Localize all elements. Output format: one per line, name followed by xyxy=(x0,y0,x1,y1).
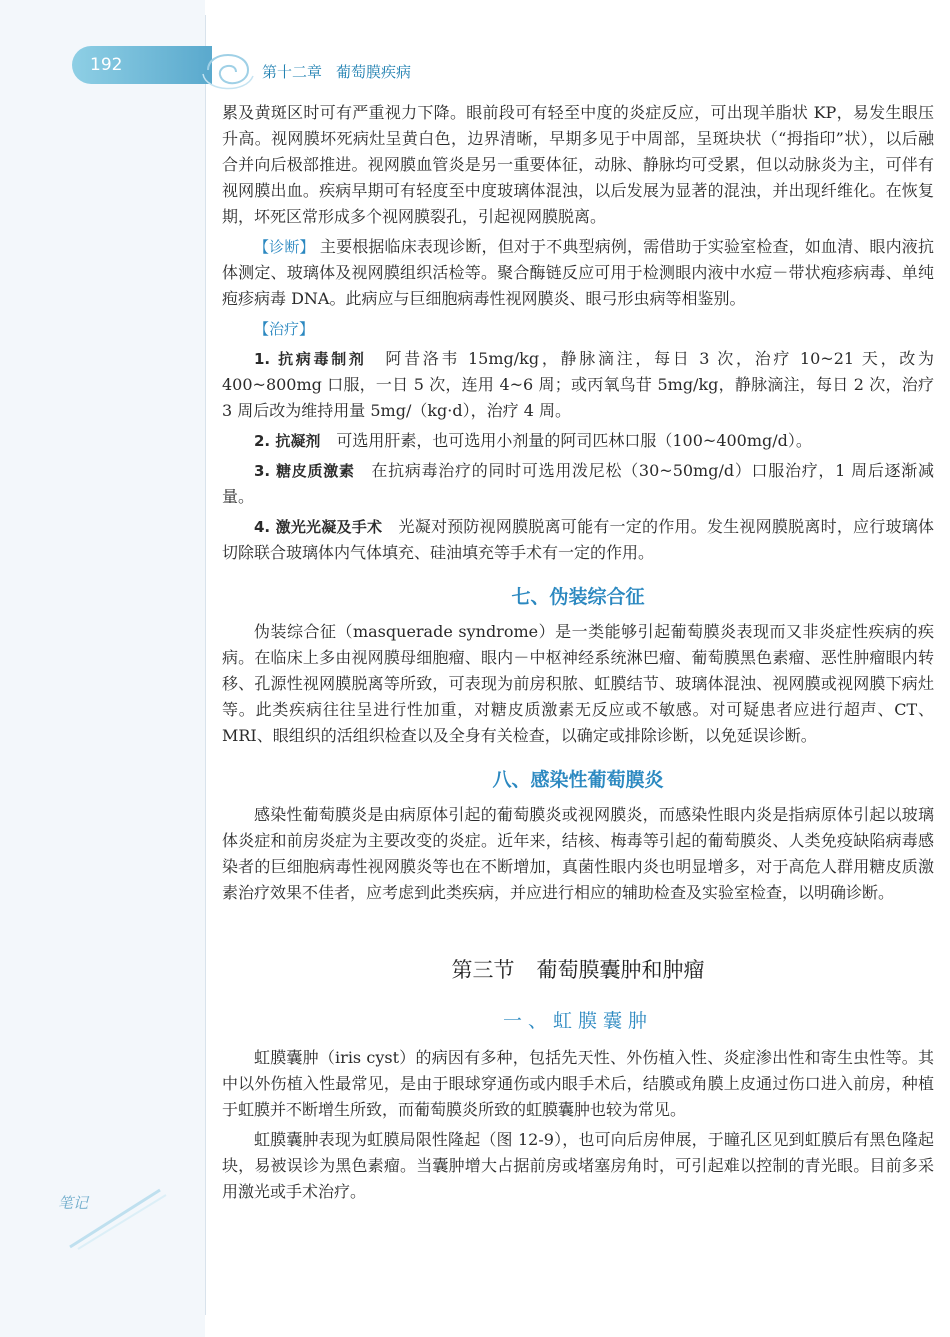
section-number: 第三节 xyxy=(451,958,515,982)
treatment-item-title: 2. 抗凝剂 xyxy=(254,432,321,450)
section-title xyxy=(222,954,934,984)
diagnosis-text: 主要根据临床表现诊断，但对于不典型病例，需借助于实验室检查，如血清、眼内液抗体测定、玻璃体及视网膜组织活检等。聚合酶链反应可用于检测眼内液中水痘－带状疱疹病毒、单纯疱疹病毒 DNA。此病应与巨细胞病毒性视网膜炎、眼弓形虫病等相鉴别。 xyxy=(222,237,934,308)
section-name: 葡萄膜囊肿和肿瘤 xyxy=(536,958,705,982)
treatment-item-title: 4. 激光光凝及手术 xyxy=(254,518,383,536)
notes-label: 笔记 xyxy=(58,1194,89,1212)
treatment-item xyxy=(222,514,934,566)
treatment-item-title: 1. 抗病毒制剂 xyxy=(254,350,367,368)
page-content xyxy=(222,100,934,1205)
treatment-label: 【治疗】 xyxy=(254,320,315,338)
masquerade-heading: 七、伪装综合征 xyxy=(511,586,645,608)
diagnosis-paragraph xyxy=(222,234,934,312)
masquerade-paragraph: 伪装综合征（masquerade syndrome）是一类能够引起葡萄膜炎表现而又非炎症性疾病的疾病。在临床上多由视网膜母细胞瘤、眼内－中枢神经系统淋巴瘤、葡萄膜黑色素瘤、恶性肿瘤眼内转移、孔源性视网膜脱离等所致，可表现为前房积脓、虹膜结节、玻璃体混浊、视网膜或视网膜下病灶等。此类疾病往往呈进行性加重，对糖皮质激素无反应或不敏感。对可疑患者应进行超声、CT、MRI、眼组织的活组织检查以及全身有关检查，以确定或排除诊断，以免延误诊断。 xyxy=(222,622,934,745)
chapter-title: 葡萄膜疾病 xyxy=(336,63,412,81)
treatment-item-text: 可选用肝素，也可选用小剂量的阿司匹林口服（100~400mg/d）。 xyxy=(336,431,812,450)
infectious-paragraph: 感染性葡萄膜炎是由病原体引起的葡萄膜炎或视网膜炎，而感染性眼内炎是指病原体引起以玻璃体炎症和前房炎症为主要改变的炎症。近年来，结核、梅毒等引起的葡萄膜炎、人类免疫缺陷病毒感染者的巨细胞病毒性视网膜炎等也在不断增加，真菌性眼内炎也明显增多，对于高危人群用糖皮质激素治疗效果不佳者，应考虑到此类疾病，并应进行相应的辅助检查及实验室检查，以明确诊断。 xyxy=(222,805,934,902)
treatment-item-text: 阿昔洛韦 15mg/kg，静脉滴注，每日 3 次，治疗 10~21 天，改为 400~800mg 口服，一日 5 次，连用 4~6 周；或丙氧鸟苷 5mg/kg，静脉滴注，每日 2 次，治疗 3 周后改为维持用量 5mg/（kg·d），治疗 4 周。 xyxy=(222,349,934,420)
left-margin xyxy=(0,0,205,1337)
margin-rule xyxy=(205,15,206,1315)
swirl-decoration-icon xyxy=(198,40,258,100)
iris-cyst-paragraph-2: 虹膜囊肿表现为虹膜局限性隆起（图 12-9），也可向后房伸展，于瞳孔区见到虹膜后有黑色隆起块，易被误诊为黑色素瘤。当囊肿增大占据前房或堵塞房角时，可引起难以控制的青光眼。目前多采用激光或手术治疗。 xyxy=(222,1130,934,1201)
chapter-number: 第十二章 xyxy=(262,63,323,81)
iris-cyst-paragraph-1: 虹膜囊肿（iris cyst）的病因有多种，包括先天性、外伤植入性、炎症渗出性和寄生虫性等。其中以外伤植入性最常见，是由于眼球穿通伤或内眼手术后，结膜或角膜上皮通过伤口进入前房，种植于虹膜并不断增生所致，而葡萄膜炎所致的虹膜囊肿也较为常见。 xyxy=(222,1048,934,1119)
intro-paragraph: 累及黄斑区时可有严重视力下降。眼前段可有轻至中度的炎症反应，可出现羊脂状 KP，易发生眼压升高。视网膜坏死病灶呈黄白色，边界清晰，早期多见于中周部，呈斑块状（“拇指印”状），以后融合并向后极部推进。视网膜血管炎是另一重要体征，动脉、静脉均可受累，但以动脉炎为主，可伴有视网膜出血。疾病早期可有轻度至中度玻璃体混浊，以后发展为显著的混浊，并出现纤维化。在恢复期，坏死区常形成多个视网膜裂孔，引起视网膜脱离。 xyxy=(222,103,934,226)
treatment-item-text: 光凝对预防视网膜脱离可能有一定的作用。发生视网膜脱离时，应行玻璃体切除联合玻璃体内气体填充、硅油填充等手术有一定的作用。 xyxy=(222,517,934,562)
treatment-label-line xyxy=(222,316,934,342)
diagnosis-label: 【诊断】 xyxy=(254,238,315,256)
chapter-header xyxy=(262,61,425,82)
treatment-item xyxy=(222,428,934,454)
treatment-item xyxy=(222,458,934,510)
treatment-item-title: 3. 糖皮质激素 xyxy=(254,462,355,480)
iris-cyst-heading: 一、虹膜囊肿 xyxy=(502,1010,653,1032)
treatment-item xyxy=(222,346,934,424)
page-number-badge: 192 xyxy=(72,46,212,84)
infectious-heading: 八、感染性葡萄膜炎 xyxy=(492,769,664,791)
treatment-item-text: 在抗病毒治疗的同时可选用泼尼松（30~50mg/d）口服治疗，1 周后逐渐减量。 xyxy=(222,461,934,506)
